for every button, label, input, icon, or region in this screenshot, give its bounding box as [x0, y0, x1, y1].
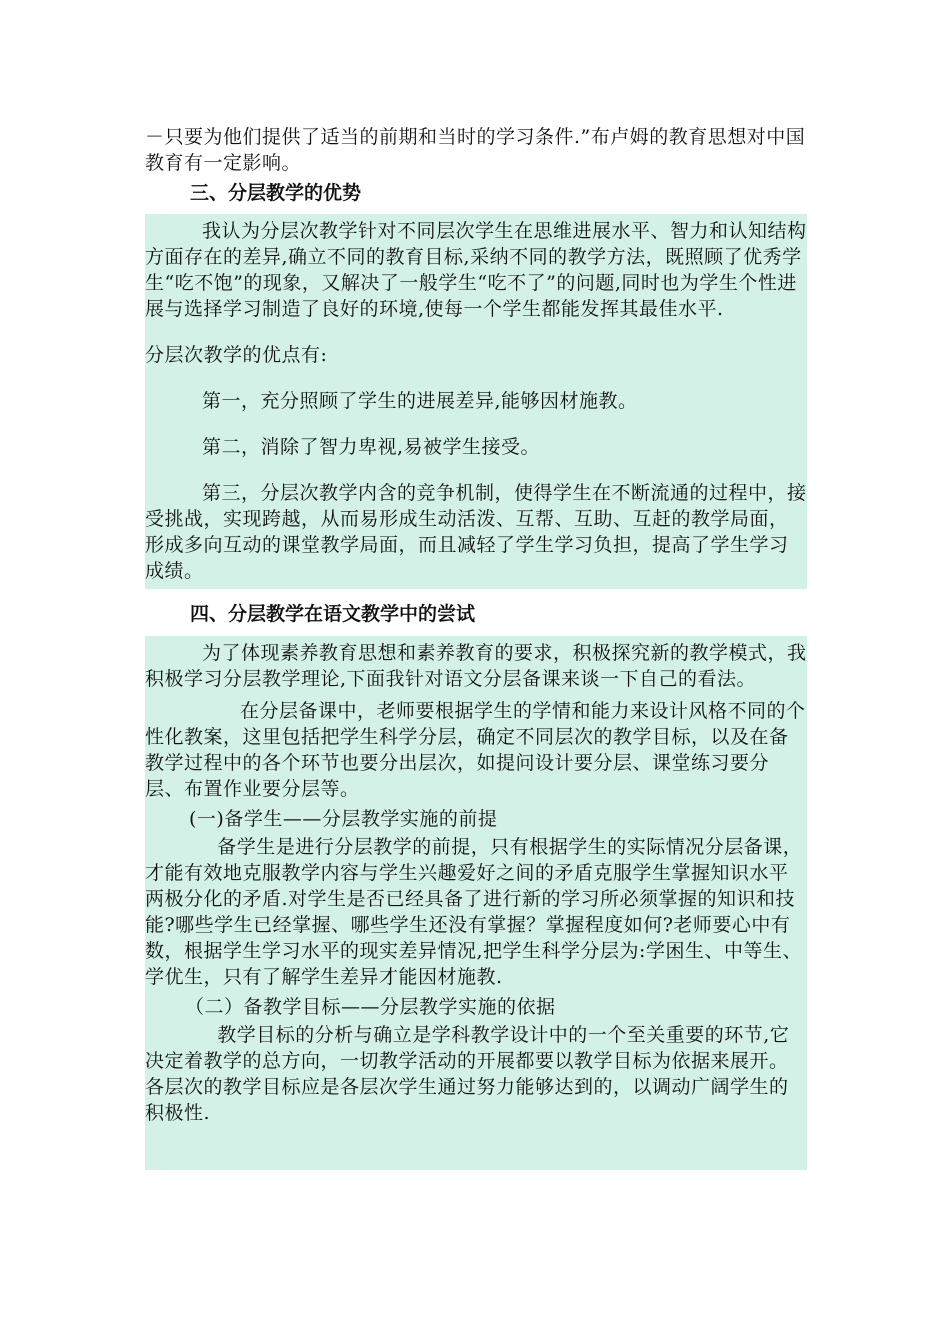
section-4-title: 四、分层教学在语文教学中的尝试	[190, 603, 476, 625]
section-3-title: 三、分层教学的优势	[190, 182, 362, 204]
advantage-point-2: 第二，消除了智力卑视,易被学生接受。	[202, 436, 541, 458]
advantage-point-3: 第三，分层次教学内含的竞争机制，使得学生在不断流通的过程中，接受挑战，实现跨越，从而易形成生动活泼、互帮、互助、互赶的教学局面，形成多向互动的课堂教学局面，而且减轻了学生学习负担，提高了学生学习成绩。	[145, 482, 807, 582]
subsection-1-title: (一)备学生——分层教学实施的前提	[189, 808, 498, 830]
subsection-2-paragraph: 教学目标的分析与确立是学科教学设计中的一个至关重要的环节,它决定着教学的总方向，一切教学活动的开展都要以教学目标为依据来展开。各层次的教学目标应是各层次学生通过努力能够达到的，以调动广阔学生的积极性.	[145, 1024, 790, 1124]
section-4-highlight-block	[145, 636, 807, 1170]
intro-block	[145, 124, 807, 176]
section-4-paragraph-2: 在分层备课中，老师要根据学生的学情和能力来设计风格不同的个性化教案，这里包括把学生科学分层，确定不同层次的教学目标，以及在备教学过程中的各个环节也要分出层次，如提问设计要分层、课堂练习要分层、布置作业要分层等。	[145, 700, 806, 800]
subsection-1-paragraph: 备学生是进行分层教学的前提，只有根据学生的实际情况分层备课，才能有效地克服教学内容与学生兴趣爱好之间的矛盾克服学生掌握知识水平两极分化的矛盾.对学生是否已经具备了进行新的学习所必须掌握的知识和技能?哪些学生已经掌握、哪些学生还没有掌握？掌握程度如何?老师要心中有数，根据学生学习水平的现实差异情况,把学生科学分层为:学困生、中等生、学优生，只有了解学生差异才能因材施教.	[145, 836, 803, 988]
advantages-intro: 分层次教学的优点有:	[145, 344, 328, 366]
subsection-2-title: （二）备教学目标——分层教学实施的依据	[185, 996, 556, 1018]
intro-paragraph: －只要为他们提供了适当的前期和当时的学习条件.”布卢姆的教育思想对中国教育有一定影响。	[145, 126, 806, 174]
section-4-paragraph-1: 为了体现素养教育思想和素养教育的要求，积极探究新的教学模式，我积极学习分层教学理论,下面我针对语文分层备课来谈一下自己的看法。	[145, 642, 807, 690]
section-3-highlight-block	[145, 214, 807, 589]
section-3-paragraph: 我认为分层次教学针对不同层次学生在思维进展水平、智力和认知结构方面存在的差异,确立不同的教育目标,采纳不同的教学方法，既照顾了优秀学生“吃不饱”的现象，又解决了一般学生“吃不了”的问题,同时也为学生个性进展与选择学习制造了良好的环境,使每一个学生都能发挥其最佳水平.	[145, 220, 807, 320]
advantage-point-1: 第一，充分照顾了学生的进展差异,能够因材施教。	[202, 390, 638, 412]
